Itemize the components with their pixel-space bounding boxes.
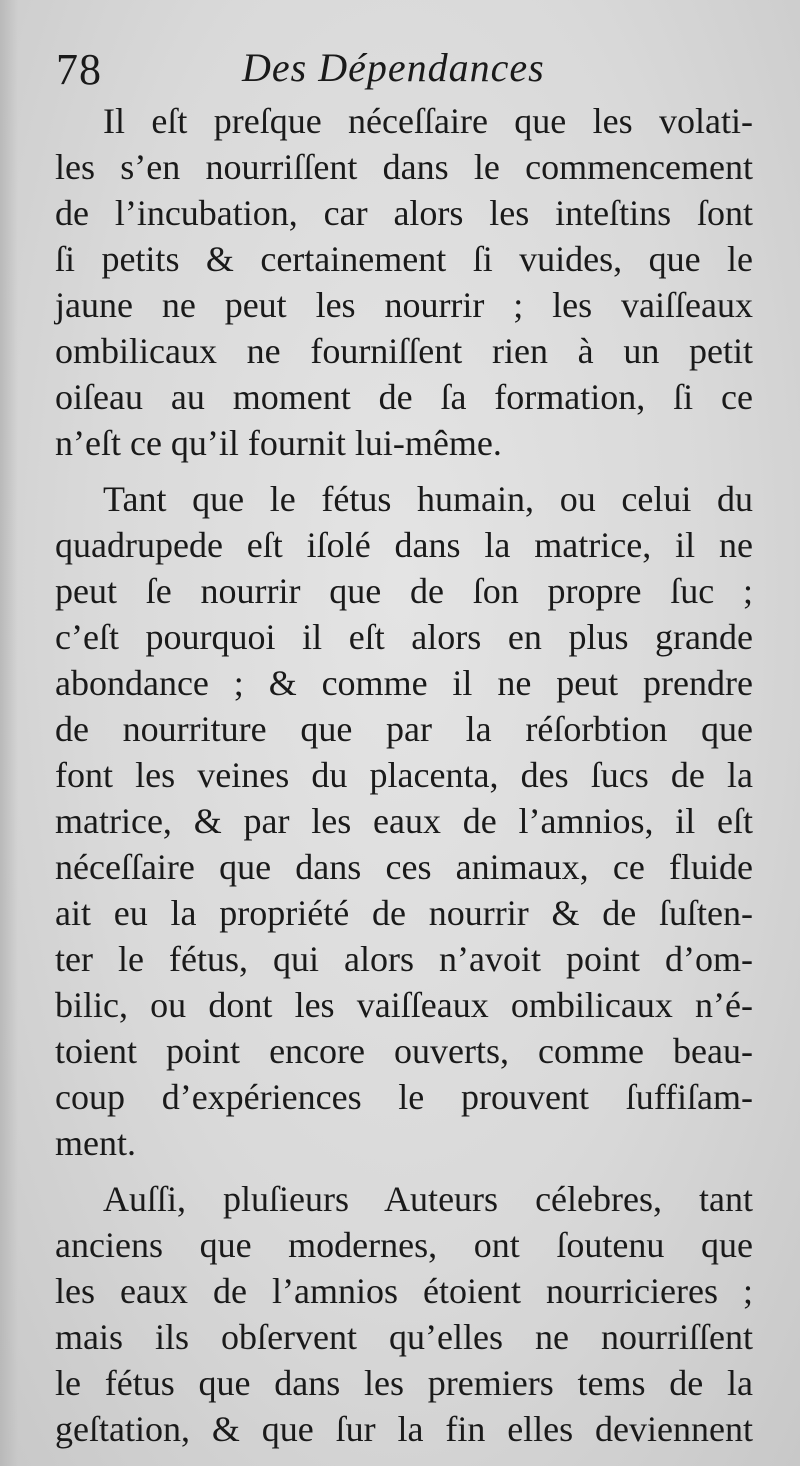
page-number: 78 (56, 45, 102, 94)
text-line: les s’en nourriſſent dans le commencement (55, 147, 753, 187)
text-line: Il eſt preſque néceſſaire que les volati- (103, 101, 753, 141)
text-line: de nourriture que par la réſorbtion que (55, 709, 753, 749)
text-line: ombilicaux ne fourniſſent rien à un petit (55, 331, 753, 371)
paragraph (55, 98, 753, 466)
text-line: ment. (55, 1123, 136, 1163)
paragraph-gap (55, 1166, 753, 1176)
text-line: Tant que le fétus humain, ou celui du (103, 479, 753, 519)
text-line: coup d’expériences le prouvent ſuffiſam- (55, 1077, 753, 1117)
text-line: ſi petits & certainement ſi vuides, que le (55, 239, 753, 279)
running-title: Des Dépendances (242, 45, 545, 90)
text-line: néceſſaire que dans ces animaux, ce fluide (55, 847, 753, 887)
text-line: peut ſe nourrir que de ſon propre ſuc ; (55, 571, 753, 611)
text-line: font les veines du placenta, des ſucs de la (55, 755, 753, 795)
text-line: bilic, ou dont les vaiſſeaux ombilicaux n’é- (55, 985, 753, 1025)
binding-shadow (0, 0, 18, 1466)
text-line: geſtation, & que ſur la fin elles deviennent (55, 1409, 753, 1449)
text-line: Auſſi, pluſieurs Auteurs célebres, tant (103, 1179, 753, 1219)
text-line: le fétus que dans les premiers tems de la (55, 1363, 753, 1403)
text-line: mais ils obſervent qu’elles ne nourriſſent (55, 1317, 753, 1357)
text-line: abondance ; & comme il ne peut prendre (55, 663, 753, 703)
text-line: matrice, & par les eaux de l’amnios, il eſt (55, 801, 753, 841)
text-line: de l’incubation, car alors les inteſtins ſont (55, 193, 753, 233)
text-line: ter le fétus, qui alors n’avoit point d’om- (55, 939, 753, 979)
text-line: anciens que modernes, ont ſoutenu que (55, 1225, 753, 1265)
body-text (55, 98, 753, 1452)
text-line: les eaux de l’amnios étoient nourricieres ; (55, 1271, 753, 1311)
text-line: jaune ne peut les nourrir ; les vaiſſeaux (55, 285, 753, 325)
paragraph (55, 1176, 753, 1452)
text-line: quadrupede eſt iſolé dans la matrice, il ne (55, 525, 753, 565)
page-header (52, 38, 760, 98)
text-line: n’eſt ce qu’il fournit lui-même. (55, 423, 502, 463)
text-line: c’eſt pourquoi il eſt alors en plus grande (55, 617, 753, 657)
text-line: oiſeau au moment de ſa formation, ſi ce (55, 377, 753, 417)
paragraph-gap (55, 466, 753, 476)
text-line: ait eu la propriété de nourrir & de ſuſten- (55, 893, 753, 933)
text-line: toient point encore ouverts, comme beau- (55, 1031, 753, 1071)
paragraph (55, 476, 753, 1166)
